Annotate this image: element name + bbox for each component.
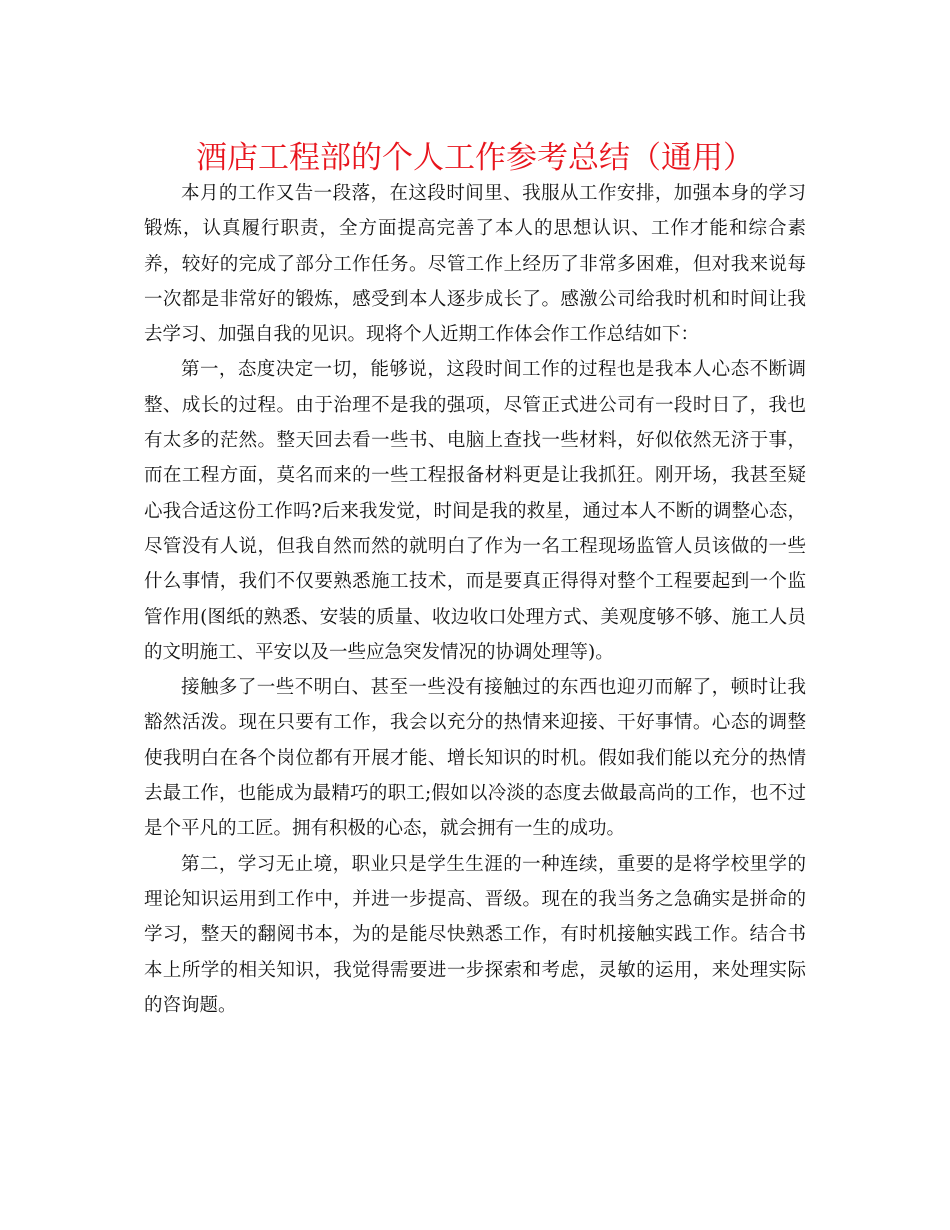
document-body [144,176,806,1023]
paragraph-attitude: 第一，态度决定一切，能够说，这段时间工作的过程也是我本人心态不断调整、成长的过程。由于治理不是我的强项，尽管正式进公司有一段时日了，我也有太多的茫然。整天回去看一些书、电脑上查找一些材料，好似依然无济于事，而在工程方面，莫名而来的一些工程报备材料更是让我抓狂。刚开场，我甚至疑心我合适这份工作吗?后来我发觉，时间是我的救星，通过本人不断的调整心态，尽管没有人说，但我自然而然的就明白了作为一名工程现场监管人员该做的一些什么事情，我们不仅要熟悉施工技术，而是要真正得得对整个工程要起到一个监管作用(图纸的熟悉、安装的质量、收边收口处理方式、美观度够不够、施工人员的文明施工、平安以及一些应急突发情况的协调处理等)。 [144,359,806,663]
paragraph-contact: 接触多了一些不明白、甚至一些没有接触过的东西也迎刃而解了，顿时让我豁然活泼。现在只要有工作，我会以充分的热情来迎接、干好事情。心态的调整使我明白在各个岗位都有开展才能、增长知识的时机。假如我们能以充分的热情去最工作，也能成为最精巧的职工;假如以冷淡的态度去做最高尚的工作，也不过是个平凡的工匠。拥有积极的心态，就会拥有一生的成功。 [144,677,806,840]
paragraph-intro: 本月的工作又告一段落，在这段时间里、我服从工作安排，加强本身的学习锻炼，认真履行职责，全方面提高完善了本人的思想认识、工作才能和综合素养，较好的完成了部分工作任务。尽管工作上经历了非常多困难，但对我来说每一次都是非常好的锻炼，感受到本人逐步成长了。感激公司给我时机和时间让我去学习、加强自我的见识。现将个人近期工作体会作工作总结如下： [144,183,806,346]
paragraph-learning: 第二，学习无止境，职业只是学生生涯的一种连续，重要的是将学校里学的理论知识运用到工作中，并进一步提高、晋级。现在的我当务之急确实是拼命的学习，整天的翻阅书本，为的是能尽快熟悉工作，有时机接触实践工作。结合书本上所学的相关知识，我觉得需要进一步探索和考虑，灵敏的运用，来处理实际的咨询题。 [144,853,806,1016]
document-title: 酒店工程部的个人工作参考总结（通用） [196,140,754,176]
